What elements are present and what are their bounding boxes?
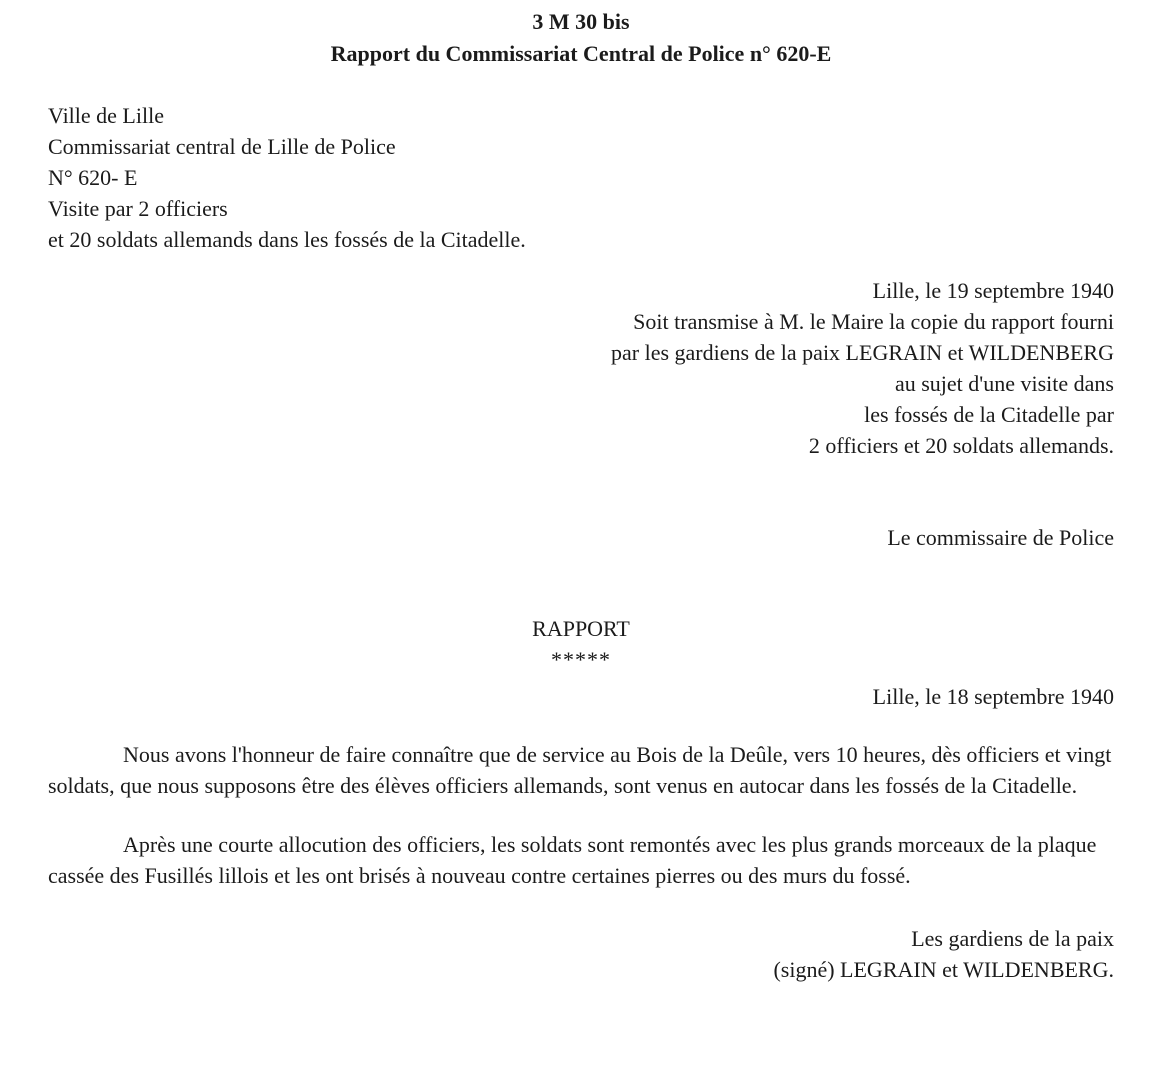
document-header xyxy=(48,6,1114,70)
reference-line: N° 620- E xyxy=(48,165,138,190)
report-separator: ***** xyxy=(551,647,611,672)
archive-cote: 3 M 30 bis xyxy=(532,9,630,34)
commissaire-signature-line: Le commissaire de Police xyxy=(887,525,1114,550)
signature-line: Les gardiens de la paix xyxy=(911,926,1114,951)
report-paragraph: Nous avons l'honneur de faire connaître que de service au Bois de la Deûle, vers 10 heures, dès officiers et vingt soldats, que nous supposons être des élèves officiers allemands, sont venus en autocar dans les fossés de la Citadelle. xyxy=(48,742,1112,798)
report-dateline: Lille, le 18 septembre 1940 xyxy=(872,684,1114,709)
signature-line: (signé) LEGRAIN et WILDENBERG. xyxy=(773,957,1114,982)
transmission-line: 2 officiers et 20 soldats allemands. xyxy=(808,433,1114,458)
transmission-line: Soit transmise à M. le Maire la copie du rapport fourni xyxy=(633,309,1114,334)
reference-line: Ville de Lille xyxy=(48,103,164,128)
transmission-line: les fossés de la Citadelle par xyxy=(864,402,1114,427)
reference-line: Visite par 2 officiers xyxy=(48,196,228,221)
reference-line: Commissariat central de Lille de Police xyxy=(48,134,396,159)
transmission-line: au sujet d'une visite dans xyxy=(894,371,1114,396)
report-heading: RAPPORT xyxy=(532,616,630,641)
transmission-line: par les gardiens de la paix LEGRAIN et WILDENBERG xyxy=(610,340,1114,365)
reference-block xyxy=(48,100,1114,255)
transmission-block xyxy=(48,275,1114,461)
document-title: Rapport du Commissariat Central de Police n° 620-E xyxy=(330,41,832,66)
reference-line: et 20 soldats allemands dans les fossés de la Citadelle. xyxy=(48,227,526,252)
transmission-dateline: Lille, le 19 septembre 1940 xyxy=(872,278,1114,303)
signature-block xyxy=(48,923,1114,985)
report-paragraph: Après une courte allocution des officiers, les soldats sont remontés avec les plus grands morceaux de la plaque cassée des Fusillés lillois et les ont brisés à nouveau contre certaines pierres ou des murs du fossé. xyxy=(48,832,1097,888)
